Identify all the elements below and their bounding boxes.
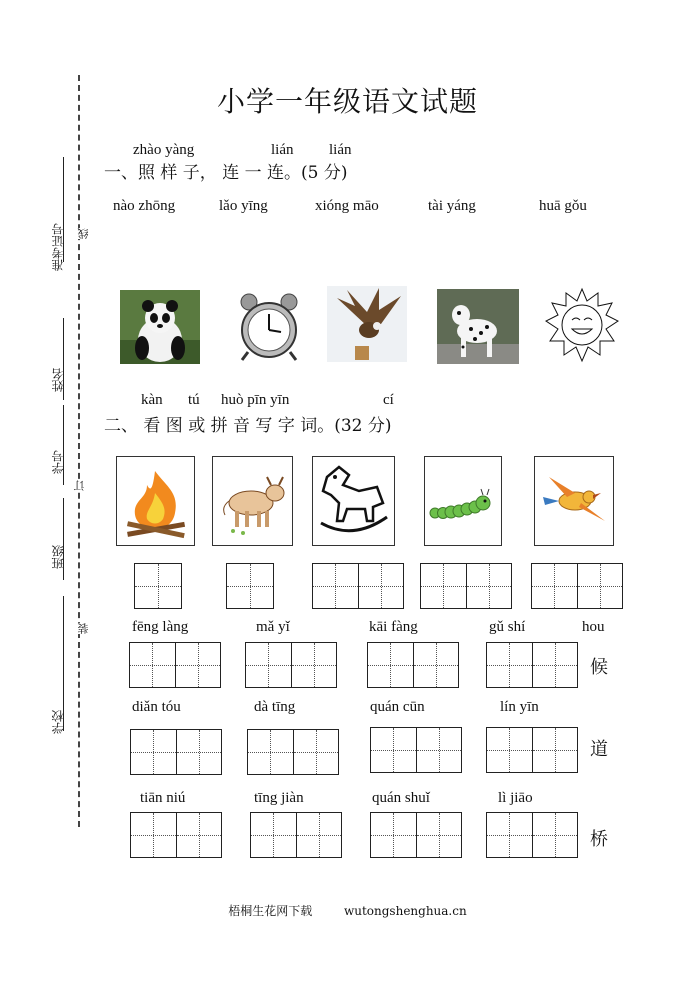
fire-icon	[116, 456, 195, 546]
answer-grid-fenglang[interactable]	[129, 642, 221, 688]
word-huagou: huā gǒu	[539, 198, 587, 214]
footer-url[interactable]: wutongshenghua.cn	[343, 904, 467, 918]
answer-grid-kaifang[interactable]	[367, 642, 459, 688]
class-label: 班级	[51, 545, 65, 569]
pinyin-hou: hou	[582, 619, 605, 635]
alarm-clock-photo	[232, 292, 306, 362]
s2-pinyin-kan: kàn	[141, 392, 163, 408]
answer-grid-tingjian[interactable]	[250, 812, 342, 858]
smiling-sun-drawing	[544, 287, 620, 363]
eagle-photo	[327, 286, 407, 362]
word-taiyang: tài yáng	[428, 198, 476, 214]
dalmatian-dog-photo	[437, 289, 519, 364]
page-title: 小学一年级语文试题	[216, 85, 478, 118]
footer	[0, 902, 695, 919]
answer-grid-quancun[interactable]	[370, 727, 462, 773]
footer-site: 梧桐生花网下载	[228, 904, 313, 918]
student-no-label: 学号	[51, 450, 65, 474]
binding-dashed-line	[78, 75, 80, 827]
answer-grid-quanshui[interactable]	[370, 812, 462, 858]
pinyin-quancun: quán cūn	[370, 699, 425, 715]
section2-heading: 二、 看 图 或 拼 音 写 字 词。(32 分)	[104, 416, 392, 436]
suffix-qiao: 桥	[590, 829, 608, 850]
word-laoying: lǎo yīng	[219, 198, 268, 214]
answer-grid-bird[interactable]	[531, 563, 623, 609]
pinyin-kaifang: kāi fàng	[369, 619, 418, 635]
bind-label: 装	[77, 623, 90, 634]
pinyin-quanshui: quán shuǐ	[372, 790, 430, 806]
word-naozhong: nào zhōng	[113, 198, 176, 214]
bird-icon	[534, 456, 614, 546]
suffix-hou: 候	[590, 657, 608, 678]
s1-pinyin-lian2: lián	[329, 142, 352, 158]
s1-pinyin-zhaoyang: zhào yàng	[133, 142, 195, 158]
pinyin-linyin: lín yīn	[500, 699, 539, 715]
answer-grid-diantou[interactable]	[130, 729, 222, 775]
pinyin-lijiao: lì jiāo	[498, 790, 533, 806]
answer-grid-mayi[interactable]	[245, 642, 337, 688]
caterpillar-icon	[424, 456, 502, 546]
answer-grid-tianniu[interactable]	[130, 812, 222, 858]
pinyin-mayi: mǎ yǐ	[256, 619, 290, 635]
s2-pinyin-ci: cí	[383, 392, 394, 408]
exam-no-label: 准考证号	[51, 223, 65, 271]
panda-photo	[120, 290, 200, 364]
rocking-horse-icon	[312, 456, 395, 546]
pinyin-diantou: diǎn tóu	[132, 699, 181, 715]
name-label: 姓名	[51, 368, 65, 392]
line-label: 线	[77, 228, 90, 239]
answer-grid-linyin[interactable]	[486, 727, 578, 773]
answer-grid-cow[interactable]	[226, 563, 274, 609]
s1-pinyin-lian1: lián	[271, 142, 294, 158]
word-xiongmao: xióng māo	[315, 198, 379, 214]
answer-grid-caterpillar[interactable]	[420, 563, 512, 609]
answer-grid-fire[interactable]	[134, 563, 182, 609]
answer-grid-rocking-horse[interactable]	[312, 563, 404, 609]
suffix-dao: 道	[590, 739, 608, 760]
order-label: 订	[73, 480, 86, 491]
answer-grid-lijiao[interactable]	[486, 812, 578, 858]
s2-pinyin-tu: tú	[188, 392, 200, 408]
section1-heading: 一、照 样 子， 连 一 连。(5 分)	[104, 163, 348, 183]
pinyin-fenglang: fēng làng	[132, 619, 189, 635]
s2-pinyin-huopinyin: huò pīn yīn	[221, 392, 290, 408]
answer-grid-gushi[interactable]	[486, 642, 578, 688]
pinyin-tingjian: tīng jiàn	[254, 790, 304, 806]
answer-grid-dating[interactable]	[247, 729, 339, 775]
pinyin-dating: dà tīng	[254, 699, 296, 715]
pinyin-tianniu: tiān niú	[140, 790, 186, 806]
cow-icon	[212, 456, 293, 546]
school-label: 学校	[51, 710, 65, 734]
pinyin-gushi: gǔ shí	[489, 619, 526, 635]
